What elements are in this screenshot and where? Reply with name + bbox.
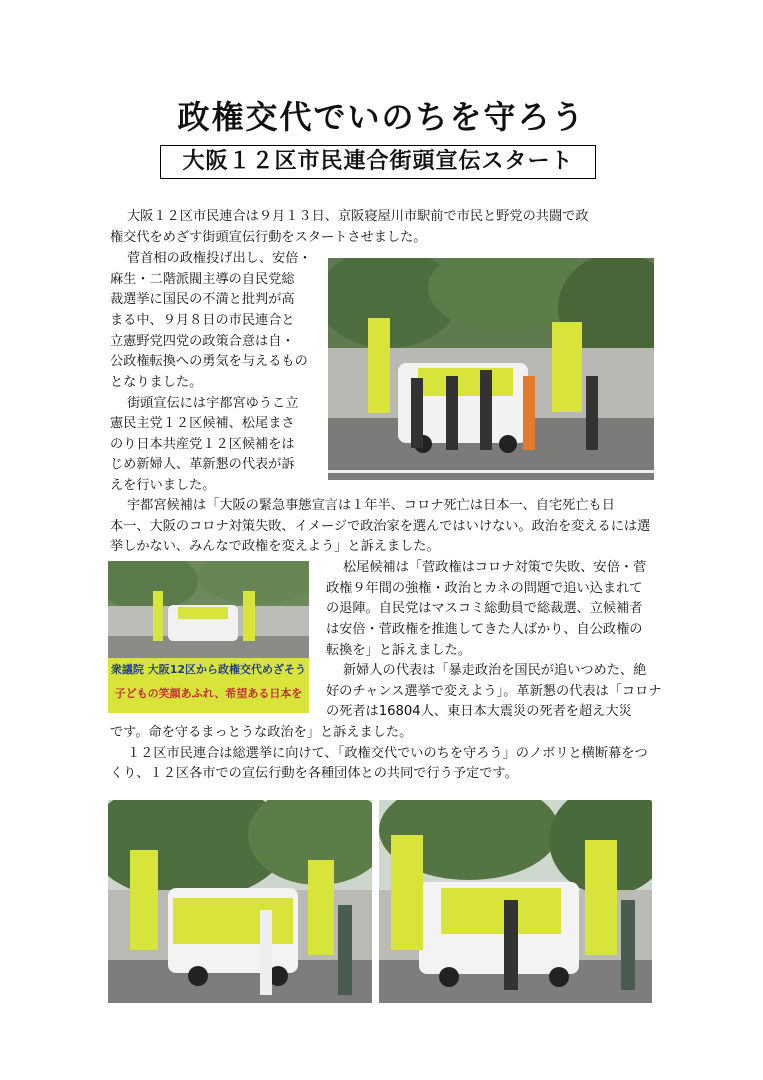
text-line: 立憲野党四党の政策合意は自・ <box>110 334 295 349</box>
photo-street-rally-2 <box>108 561 309 713</box>
text-line: 菅首相の政権投げ出し、安倍・ <box>127 251 312 266</box>
text-line: の退陣。自民党はマスコミ総動員で総裁選、立候補者 <box>326 601 643 616</box>
text-line: まる中、９月８日の市民連合と <box>110 313 295 328</box>
paragraph-1-line-1: 大阪１２区市民連合は９月１３日、京阪寝屋川市駅前で市民と野党の共闘で政 <box>127 209 589 224</box>
text-line: の死者は16804人、東日本大震災の死者を超え大災 <box>326 704 632 719</box>
text-line: のり日本共産党１２区候補をは <box>110 437 295 452</box>
text-line: 松尾候補は「菅政権はコロナ対策で失敗、安倍・菅 <box>343 560 647 575</box>
banner-line-2: 子どもの笑顔あふれ、希望ある日本を <box>114 687 303 700</box>
paragraph-7-line-2: くり、１２区各市での宣伝行動を各種団体との共同で行う予定です。 <box>110 766 518 781</box>
text-line: 麻生・二階派閥主導の自民党総 <box>110 272 295 287</box>
text-line: となりました。 <box>110 375 203 390</box>
text-line: 新婦人の代表は「暴走政治を国民が追いつめた、絶 <box>343 663 647 678</box>
text-line: 挙しかない、みんなで政権を変えよう」と訴えました。 <box>110 539 440 554</box>
paragraph-7-line-1: １２区市民連合は総選挙に向けて、「政権交代でいのちを守ろう」のノボリと横断幕をつ <box>127 746 648 761</box>
banner-line-1: 衆議院 大阪12区から政権交代めざそう <box>110 663 307 676</box>
text-line: 宇都宮候補は「大阪の緊急事態宣言は１年半、コロナ死亡は日本一、自宅死亡も日 <box>127 498 615 513</box>
text-line: は安倍・菅政権を推進してきた人ばかり、自公政権の <box>326 622 643 637</box>
text-line: 街頭宣伝には宇都宮ゆうこ立 <box>127 396 299 411</box>
text-line: えを行いました。 <box>110 478 216 493</box>
text-line: 転換を」と訴えました。 <box>326 643 472 658</box>
text-line: 政権９年間の強権・政治とカネの問題で追い込まれて <box>326 581 643 596</box>
paragraph-1-line-2: 権交代をめざす街頭宣伝行動をスタートさせました。 <box>110 230 427 245</box>
text-line: 裁選挙に国民の不満と批判が高 <box>110 292 295 307</box>
text-line: です。命を守るまっとうな政治を」と訴えました。 <box>110 725 413 740</box>
banner-text <box>108 661 309 701</box>
text-line: 公政権転換への勇気を与えるもの <box>110 354 308 369</box>
photo-street-rally-1 <box>328 258 654 480</box>
text-line: 本一、大阪のコロナ対策失敗、イメージで政治家を選んではいけない。政治を変えるには選 <box>110 519 651 534</box>
photo-street-rally-3 <box>108 800 372 1003</box>
text-line: じめ新婦人、革新懇の代表が訴 <box>110 457 295 472</box>
subtitle-box: 大阪１２区市民連合街頭宣伝スタート <box>160 145 596 179</box>
text-line: 憲民主党１２区候補、松尾まさ <box>110 416 295 431</box>
page-title: 政権交代でいのちを守ろう <box>177 98 586 136</box>
photo-street-rally-4 <box>379 800 652 1003</box>
text-line: 好のチャンス選挙で変えよう」。革新懇の代表は「コロナ <box>326 684 662 699</box>
